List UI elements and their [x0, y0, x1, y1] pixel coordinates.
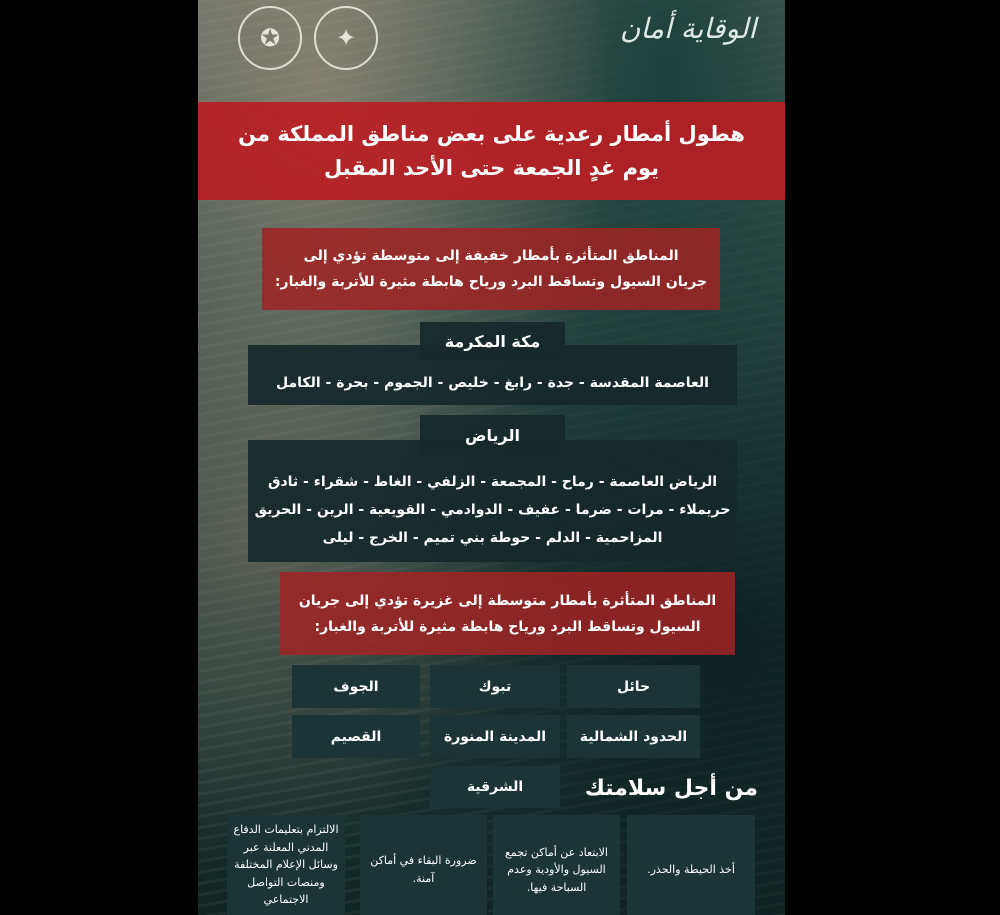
safety-tip: الالتزام بتعليمات الدفاع المدني المعلنة عبر وسائل الإعلام المختلفة ومنصات التواصل الاجتماعي: [227, 815, 345, 915]
safety-tip: أخذ الحيطة والحذر.: [627, 815, 755, 915]
notice-line-2: السيول وتساقط البرد ورياح هابطة مثيرة للأتربة والغبار:: [314, 618, 701, 635]
region-cell: حائل: [567, 665, 700, 708]
ministry-emblem-icon: ✦: [314, 6, 378, 70]
poster: [198, 0, 785, 915]
riyadh-cities-line: المزاحمية - الدلم - حوطة بني تميم - الخرج - ليلى: [322, 530, 663, 546]
makkah-cities-line: العاصمة المقدسة - جدة - رابغ - خليص - الجموم - بحرة - الكامل: [276, 375, 709, 391]
notice-line-2: جريان السيول وتساقط البرد ورياح هابطة مثيرة للأتربة والغبار:: [274, 274, 708, 290]
light-rain-notice: [262, 228, 720, 310]
region-cell: القصيم: [292, 715, 420, 758]
heavy-rain-notice: [280, 572, 735, 655]
region-cell: الحدود الشمالية: [567, 715, 700, 758]
riyadh-cities-line: الرياض العاصمة - رماح - المجمعة - الزلفي - الغاط - شقراء - ثادق: [267, 474, 718, 490]
riyadh-cities: [248, 440, 737, 562]
riyadh-header: الرياض: [420, 415, 565, 455]
region-cell: المدينة المنورة: [430, 715, 560, 758]
region-cell: الشرقية: [430, 766, 560, 808]
region-cell: الجوف: [292, 665, 420, 708]
safety-title: من أجل سلامتك: [584, 776, 758, 801]
civil-defense-emblem-icon: ✪: [238, 6, 302, 70]
notice-line-1: المناطق المتأثرة بأمطار خفيفة إلى متوسطة تؤدي إلى: [303, 248, 679, 264]
notice-line-1: المناطق المتأثرة بأمطار متوسطة إلى غزيرة تؤدي إلى جريان: [298, 592, 717, 609]
title-line-1: هطول أمطار رعدية على بعض مناطق المملكة من: [238, 122, 745, 146]
title-line-2: يوم غدٍ الجمعة حتى الأحد المقبل: [324, 156, 660, 180]
title-banner: [198, 102, 785, 200]
safety-tip: الابتعاد عن أماكن تجمع السيول والأودية وعدم السباحة فيها.: [493, 815, 620, 915]
makkah-header: مكة المكرمة: [420, 322, 565, 360]
region-cell: تبوك: [430, 665, 560, 708]
safety-tip: ضرورة البقاء في أماكن آمنة.: [360, 815, 487, 915]
riyadh-cities-line: حريملاء - مرات - ضرما - عفيف - الدوادمي - القويعية - الرين - الحريق: [254, 502, 731, 518]
slogan-logo: الوقاية أمان: [619, 12, 757, 45]
